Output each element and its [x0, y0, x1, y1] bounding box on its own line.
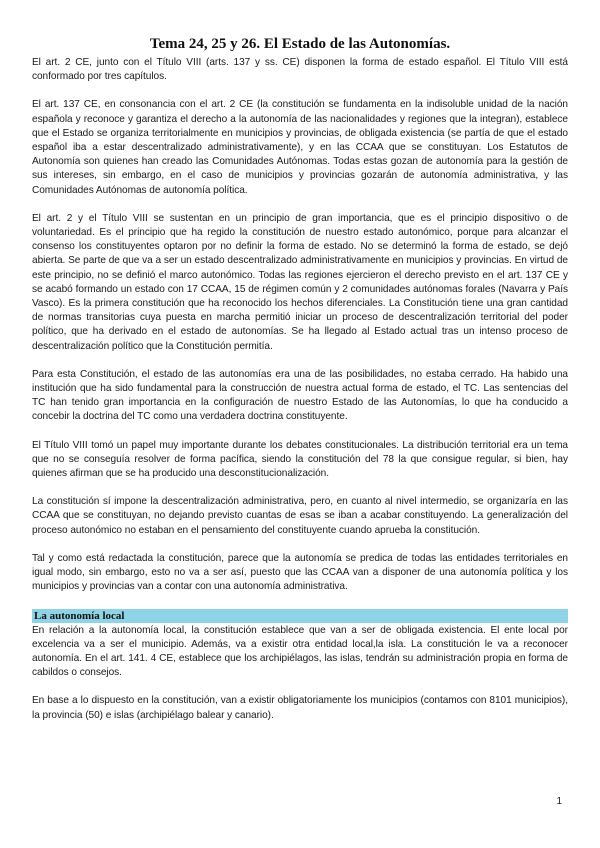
- page-number: 1: [556, 796, 562, 807]
- paragraph-3: El art. 2 y el Título VIII se sustentan en un principio de gran importancia, que es el principio dispositivo o de voluntariedad. Es el principio que ha regido la constitución de nuestro estado autonómico, porque para alcanzar el consenso los constituyentes optaron por no definir la forma de estado. No se determinó la forma de estado, se dejó abierta. Se parte de que va a ser un estado descentralizado administrativamente en municipios y provincias. En virtud de este principio, no se definió el marco autonómico. Todas las regiones ejercieron el derecho previsto en el art. 137 CE y se acabó formando un estado con 17 CCAA, 15 de régimen común y 2 comunidades autónomas forales (Navarra y País Vasco). Es la primera constitución que ha reconocido los hechos diferenciales. La Constitución tiene una gran cantidad de normas transitorias cuya puesta en marcha permitió iniciar un proceso de descentralización territorial del poder político, que ha derivado en el estado de autonomías. Se ha llegado al Estado actual tras un intenso proceso de descentralización político que la Constitución permitía.: [32, 212, 568, 352]
- paragraph-5: El Título VIII tomó un papel muy importante durante los debates constitucionales. La distribución territorial era un tema que no se conseguía resolver de forma pacífica, siendo la constitución del 78 la que consigue regular, si bien, hay quienes afirman que se ha producido una desconstitucionalización.: [32, 439, 568, 480]
- document-title: Tema 24, 25 y 26. El Estado de las Autonomías.: [149, 36, 451, 52]
- section-heading-autonomia-local: La autonomía local: [32, 609, 568, 623]
- paragraph-1: El art. 2 CE, junto con el Título VIII (arts. 137 y ss. CE) disponen la forma de estado español. El Título VIII está conformado por tres capítulos.: [32, 57, 568, 83]
- section-paragraph-2: En base a lo dispuesto en la constitución, van a existir obligatoriamente los municipios (contamos con 8101 municipios), la provincia (50) e islas (archipiélago balear y canario).: [32, 695, 568, 721]
- paragraph-2: El art. 137 CE, en consonancia con el art. 2 CE (la constitución se fundamenta en la indisoluble unidad de la nación española y reconoce y garantiza el derecho a la autonomía de las nacionalidades y regiones que la integran), establece que el Estado se organiza territorialmente en municipios y provincias, de obligada existencia (se partía de que el estado español iba a estar descentralizado administrativamente), y en las CCAA que se constituyan. Los Estatutos de Autonomía son quienes han creado las Comunidades Autónomas. Todas estas gozan de autonomía para la gestión de sus intereses, sin embargo, en el caso de municipios y provincias gozarán de autonomía administrativa, y las Comunidades Autónomas de autonomía política.: [32, 99, 568, 196]
- paragraph-7: Tal y como está redactada la constitución, parece que la autonomía se predica de todas las entidades territoriales en igual modo, sin embargo, esto no va a ser así, puesto que las CCAA van a disponer de una autonomía política y los municipios y provincias van a contar con una autonomía administrativa.: [32, 552, 568, 593]
- paragraph-6: La constitución sí impone la descentralización administrativa, pero, en cuanto al nivel intermedio, se organizaría en las CCAA que se constituyan, no dejando previsto cuantas de esas se iban a acabar constituyendo. La generalización del proceso autonómico no estaban en el pensamiento del constituyente cuando aprueba la constitución.: [32, 496, 568, 536]
- paragraph-4: Para esta Constitución, el estado de las autonomías era una de las posibilidades, no estaba cerrado. Ha habido una institución que ha sido fundamental para la construcción de nuestra actual forma de estado, el TC. Las sentencias del TC han tenido gran importancia en la configuración de nuestro Estado de las Autonomías, lo que ha conducido a concebir la doctrina del TC como una verdadera doctrina constituyente.: [32, 368, 568, 423]
- section-paragraph-1: En relación a la autonomía local, la constitución establece que van a ser de obligada existencia. El ente local por excelencia va a ser el municipio. Además, va a existir otra entidad local,la isla. La constitución le va a reconocer autonomía. En el art. 141. 4 CE, establece que los archipiélagos, las islas, tendrán su administración propia en forma de cabildos o consejos.: [32, 624, 568, 679]
- document-page: [32, 36, 568, 737]
